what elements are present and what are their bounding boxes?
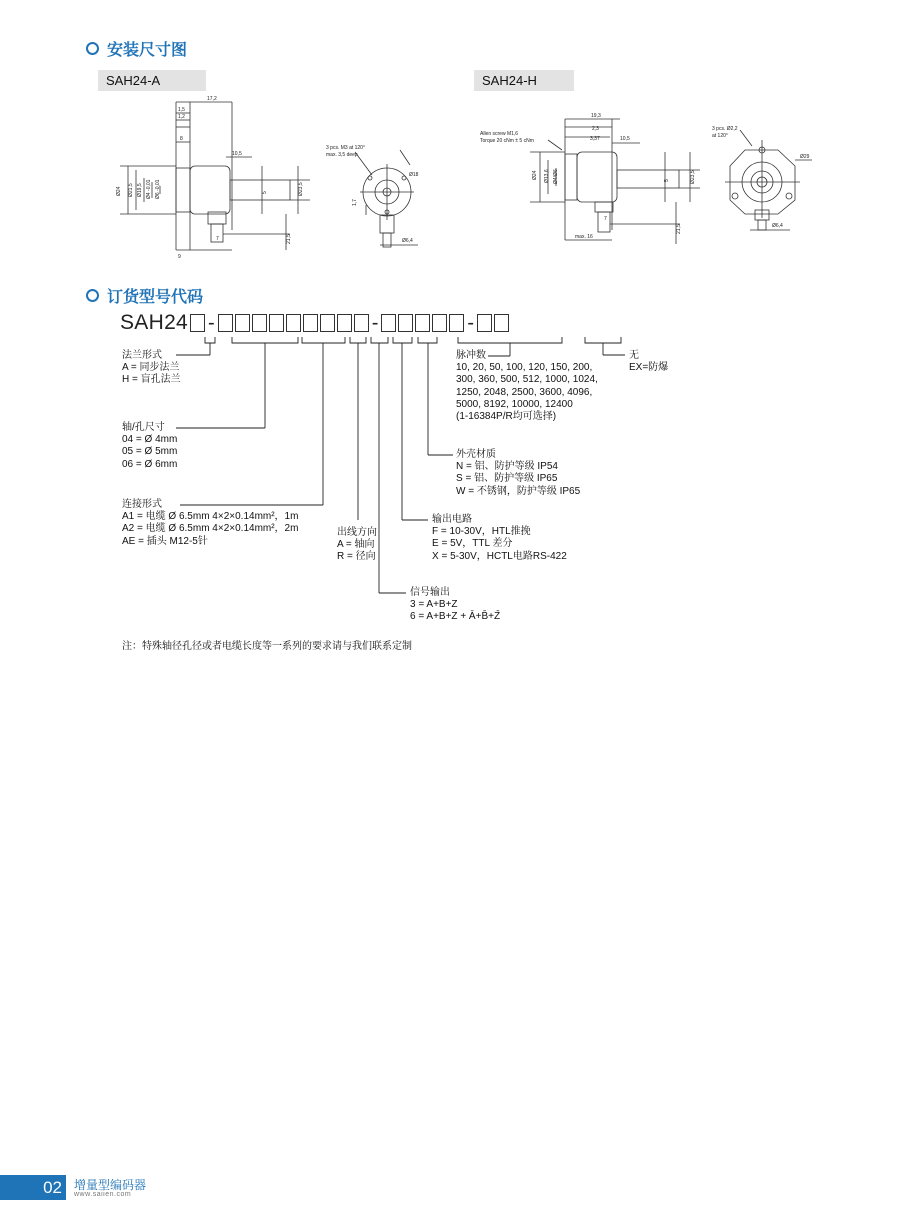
- flange-line: H = 盲孔法兰: [122, 374, 181, 386]
- connection-block: [122, 499, 298, 548]
- circuit-block: [432, 514, 567, 563]
- dim-h-d4d6: Ø4/Ø6: [553, 169, 559, 184]
- note-a-holes-2: max. 3,5 deep: [326, 152, 358, 158]
- footer-url: www.saiien.com: [74, 1191, 132, 1198]
- footer-title: 增量型编码器: [74, 1178, 147, 1192]
- footer-page-number: 02: [0, 1175, 66, 1200]
- shaft-line: 06 = Ø 6mm: [122, 458, 178, 470]
- dim-a-7: 7: [216, 236, 219, 242]
- model-label-a: SAH24-A: [98, 70, 206, 91]
- dim-h-10-5: 10,5: [620, 136, 630, 142]
- shaft-block: [122, 422, 177, 471]
- code-dash: -: [208, 311, 215, 334]
- dim-a-d21-5: Ø21,5: [128, 183, 134, 197]
- note-h-screw-2: Torque 20 cNm ± 5 cNm: [480, 138, 534, 144]
- dim-h-3-37: 3,37: [590, 136, 600, 142]
- signal-line: 6 = A+B+Z + Ā+B̄+Z̄: [410, 611, 501, 623]
- shaft-line: 05 = Ø 5mm: [122, 446, 178, 458]
- dim-a-21-5: 21,5: [286, 234, 292, 244]
- dim-a-8: 8: [180, 136, 183, 142]
- note-h-holes-1: 3 pcs. Ø2,2: [712, 126, 738, 132]
- signal-block: [410, 587, 500, 624]
- outlet-line: R = 径向: [337, 551, 376, 563]
- pulses-line: 300, 360, 500, 512, 1000, 1024,: [456, 374, 598, 386]
- explosion-title: 无: [629, 350, 639, 361]
- outlet-line: A = 轴向: [337, 539, 375, 551]
- housing-line: S = 铝、防护等级 IP65: [456, 473, 558, 485]
- dim-h-d24: Ø24: [532, 170, 538, 180]
- dim-a-17-2: 17,2: [207, 96, 217, 102]
- code-dash: -: [467, 311, 475, 334]
- flange-line: A = 同步法兰: [122, 362, 180, 374]
- circuit-title: 输出电路: [432, 514, 472, 525]
- install-section-title: 安装尺寸图: [107, 42, 188, 59]
- flange-title: 法兰形式: [122, 350, 162, 361]
- housing-title: 外壳材质: [456, 449, 496, 460]
- dim-a-d6: Ø6 -0,01: [155, 179, 161, 199]
- outlet-title: 出线方向: [337, 527, 377, 538]
- dim-a-d19-5: Ø19,5: [137, 183, 143, 197]
- housing-block: [456, 449, 580, 498]
- dim-a-10-5: 10,5: [232, 151, 242, 157]
- order-code-prefix: SAH24: [120, 311, 189, 334]
- pulses-block: [456, 350, 598, 423]
- dim-h-21-5: 21,5: [676, 224, 682, 234]
- custom-order-note: 注：特殊轴径孔径或者电缆长度等一系列的要求请与我们联系定制: [122, 641, 412, 652]
- signal-line: 3 = A+B+Z: [410, 599, 458, 611]
- circuit-line: E = 5V，TTL 差分: [432, 538, 513, 550]
- pulses-line: 1250, 2048, 2500, 3600, 4096,: [456, 386, 593, 398]
- dim-a-9: 9: [178, 254, 181, 260]
- pulses-line: 10, 20, 50, 100, 120, 150, 200,: [456, 362, 593, 374]
- circuit-line: F = 10-30V，HTL推挽: [432, 526, 531, 538]
- dim-h-d29: Ø29: [800, 154, 810, 160]
- dim-a-1-5: 1,5: [178, 107, 185, 113]
- dim-a-1-7: 1,7: [352, 199, 358, 206]
- note-h-holes-2: at 120°: [712, 133, 728, 139]
- dim-h-d6-4: Ø6,4: [772, 223, 783, 229]
- dim-a-d24: Ø24: [116, 186, 122, 196]
- pulses-line: 5000, 8192, 10000, 12400: [456, 398, 573, 410]
- note-a-holes-1: 3 pcs. M3 at 120°: [326, 145, 365, 151]
- flange-block: [122, 350, 181, 387]
- connection-line: A1 = 电缆 Ø 6.5mm 4×2×0.14mm²，1m: [122, 511, 299, 523]
- dim-h-7: 7: [604, 216, 607, 222]
- dim-h-max16: max. 16: [575, 234, 593, 240]
- dim-h-2-3: 2,3: [592, 126, 599, 132]
- dim-h-5: 5: [664, 179, 670, 182]
- housing-line: W = 不锈钢，防护等级 IP65: [456, 485, 581, 497]
- housing-line: N = 铝、防护等级 IP54: [456, 461, 558, 473]
- signal-title: 信号输出: [410, 587, 450, 598]
- pulses-title: 脉冲数: [456, 350, 486, 361]
- order-section-title: 订货型号代码: [107, 289, 204, 306]
- explosion-line: EX=防爆: [629, 362, 669, 374]
- note-h-screw-1: Allen screw M1,6: [480, 131, 519, 137]
- dim-a-d23-5: Ø23,5: [298, 182, 304, 196]
- pulses-line: (1-16384P/R均可选择): [456, 411, 557, 423]
- outlet-block: [337, 527, 377, 564]
- code-dash: -: [371, 311, 379, 334]
- dim-h-d23-5: Ø23,5: [690, 170, 696, 184]
- model-label-h: SAH24-H: [474, 70, 574, 91]
- connection-title: 连接形式: [122, 499, 162, 510]
- connection-line: A2 = 电缆 Ø 6.5mm 4×2×0.14mm²，2m: [122, 523, 299, 535]
- explosion-block: [629, 350, 668, 374]
- shaft-title: 轴/孔尺寸: [122, 422, 165, 433]
- connection-line: AE = 插头 M12-5针: [122, 535, 208, 547]
- dim-a-5: 5: [262, 191, 268, 194]
- dim-a-d6-4: Ø6,4: [402, 238, 413, 244]
- circuit-line: X = 5-30V，HCTL电路RS-422: [432, 550, 567, 562]
- dim-h-19-3: 19,3: [591, 113, 601, 119]
- dim-h-d13-6: Ø13,6: [544, 169, 550, 183]
- dim-a-d18: Ø18: [409, 172, 419, 178]
- shaft-line: 04 = Ø 4mm: [122, 434, 178, 446]
- dim-a-d4: Ø4 -0,01: [146, 179, 152, 199]
- dim-a-1-2: 1,2: [178, 114, 185, 120]
